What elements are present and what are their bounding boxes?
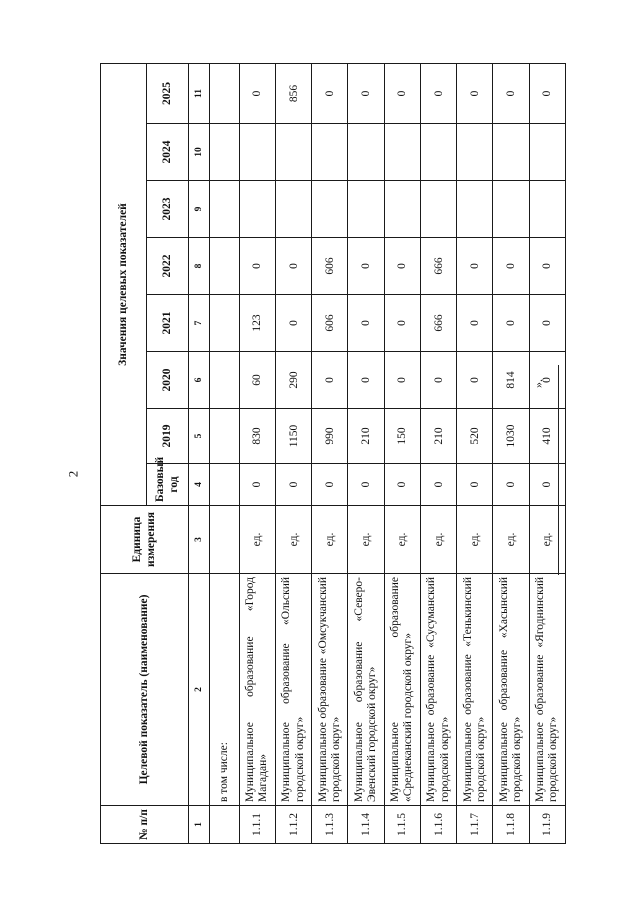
- row-value-2019: 410: [529, 409, 565, 464]
- table-row: [239, 64, 275, 844]
- empty-cell: [210, 181, 240, 238]
- row-value-2024: [529, 124, 565, 181]
- including-row: [210, 64, 240, 844]
- row-value-2024: [275, 124, 311, 181]
- empty-cell: [210, 295, 240, 352]
- row-value-2020: 0: [457, 352, 493, 409]
- column-number-row: [189, 64, 210, 844]
- column-number: 2: [189, 574, 210, 806]
- row-indicator-name: Муниципальное образование «Сусуманский городской округ»: [420, 574, 456, 806]
- column-number: 9: [189, 181, 210, 238]
- empty-cell: [210, 506, 240, 574]
- row-value-2025: 0: [420, 64, 456, 124]
- row-number: 1.1.8: [493, 806, 529, 844]
- row-value-2022: 606: [312, 238, 348, 295]
- row-base-value: 0: [384, 464, 420, 506]
- row-value-2023: [493, 181, 529, 238]
- row-base-value: 0: [493, 464, 529, 506]
- header-year-2025: 2025: [147, 64, 189, 124]
- row-value-2021: 0: [457, 295, 493, 352]
- row-value-2023: [529, 181, 565, 238]
- empty-cell: [210, 352, 240, 409]
- column-number: 6: [189, 352, 210, 409]
- row-value-2020: 0: [384, 352, 420, 409]
- row-number: 1.1.7: [457, 806, 493, 844]
- row-value-2022: 666: [420, 238, 456, 295]
- row-base-value: 0: [348, 464, 384, 506]
- row-number: 1.1.3: [312, 806, 348, 844]
- row-unit: ед.: [348, 506, 384, 574]
- header-year-2024: 2024: [147, 124, 189, 181]
- row-value-2024: [420, 124, 456, 181]
- row-base-value: 0: [312, 464, 348, 506]
- table-row: [493, 64, 529, 844]
- row-value-2025: 0: [529, 64, 565, 124]
- row-value-2023: [457, 181, 493, 238]
- table-row: [384, 64, 420, 844]
- row-unit: ед.: [239, 506, 275, 574]
- row-value-2021: 0: [275, 295, 311, 352]
- row-value-2021: 0: [348, 295, 384, 352]
- row-unit: ед.: [420, 506, 456, 574]
- row-value-2023: [275, 181, 311, 238]
- table-row: [348, 64, 384, 844]
- header-base-year: Базовый год: [147, 464, 189, 506]
- row-value-2023: [420, 181, 456, 238]
- table-row: [420, 64, 456, 844]
- column-number: 8: [189, 238, 210, 295]
- row-value-2022: 0: [348, 238, 384, 295]
- row-value-2023: [312, 181, 348, 238]
- row-value-2024: [239, 124, 275, 181]
- row-indicator-name: Муниципальное образование «Среднеканский городской округ»: [384, 574, 420, 806]
- row-unit: ед.: [312, 506, 348, 574]
- header-unit: Единица измерения: [101, 506, 189, 574]
- row-value-2025: 0: [312, 64, 348, 124]
- row-value-2021: 666: [420, 295, 456, 352]
- including-label: в том числе:: [210, 574, 240, 806]
- row-number: 1.1.6: [420, 806, 456, 844]
- row-value-2021: 0: [384, 295, 420, 352]
- row-indicator-name: Муниципальное образование «Ольский городской округ»: [275, 574, 311, 806]
- row-value-2024: [493, 124, 529, 181]
- row-number: 1.1.2: [275, 806, 311, 844]
- row-value-2020: 290: [275, 352, 311, 409]
- row-value-2025: 856: [275, 64, 311, 124]
- row-unit: ед.: [384, 506, 420, 574]
- row-base-value: 0: [457, 464, 493, 506]
- column-number: 10: [189, 124, 210, 181]
- row-value-2020: 0: [529, 352, 565, 409]
- header-num: № п/п: [101, 806, 189, 844]
- row-value-2022: 0: [529, 238, 565, 295]
- including-num-cell: [210, 806, 240, 844]
- row-value-2022: 0: [493, 238, 529, 295]
- row-value-2020: 0: [348, 352, 384, 409]
- column-number: 1: [189, 806, 210, 844]
- row-value-2019: 990: [312, 409, 348, 464]
- row-value-2023: [384, 181, 420, 238]
- header-values-group: Значения целевых показателей: [101, 64, 147, 506]
- table-row: [275, 64, 311, 844]
- row-value-2025: 0: [384, 64, 420, 124]
- row-value-2024: [312, 124, 348, 181]
- row-value-2019: 210: [348, 409, 384, 464]
- row-number: 1.1.9: [529, 806, 565, 844]
- page-number: 2: [65, 470, 81, 478]
- row-value-2021: 123: [239, 295, 275, 352]
- header-year-2019: 2019: [147, 409, 189, 464]
- header-year-2021: 2021: [147, 295, 189, 352]
- rotated-table-container: [100, 64, 568, 844]
- header-year-2020: 2020: [147, 352, 189, 409]
- row-value-2021: 0: [493, 295, 529, 352]
- row-unit: ед.: [493, 506, 529, 574]
- closing-rule-line: [558, 365, 559, 575]
- column-number: 5: [189, 409, 210, 464]
- column-number: 7: [189, 295, 210, 352]
- row-value-2020: 0: [420, 352, 456, 409]
- row-value-2022: 0: [457, 238, 493, 295]
- row-value-2025: 0: [239, 64, 275, 124]
- row-indicator-name: Муниципальное образование «Ягоднинский городской округ»: [529, 574, 565, 806]
- row-unit: ед.: [457, 506, 493, 574]
- row-value-2019: 150: [384, 409, 420, 464]
- row-value-2022: 0: [239, 238, 275, 295]
- row-indicator-name: Муниципальное образование «Тенькинский городской округ»: [457, 574, 493, 806]
- row-unit: ед.: [275, 506, 311, 574]
- row-value-2021: 0: [529, 295, 565, 352]
- row-base-value: 0: [529, 464, 565, 506]
- row-value-2019: 1150: [275, 409, 311, 464]
- empty-cell: [210, 238, 240, 295]
- table-row: [312, 64, 348, 844]
- row-indicator-name: Муниципальное образование «Город Магадан»: [239, 574, 275, 806]
- header-name: Целевой показатель (наименование): [101, 574, 189, 806]
- row-value-2019: 210: [420, 409, 456, 464]
- column-number: 3: [189, 506, 210, 574]
- row-value-2019: 830: [239, 409, 275, 464]
- table-row: [457, 64, 493, 844]
- row-value-2021: 606: [312, 295, 348, 352]
- row-value-2024: [384, 124, 420, 181]
- row-indicator-name: Муниципальное образование «Хасынский городской округ»: [493, 574, 529, 806]
- row-value-2022: 0: [384, 238, 420, 295]
- row-base-value: 0: [420, 464, 456, 506]
- closing-quote-mark: ».: [531, 379, 545, 388]
- row-base-value: 0: [239, 464, 275, 506]
- row-value-2023: [348, 181, 384, 238]
- target-indicators-table: [100, 63, 566, 844]
- table-row: [529, 64, 565, 844]
- row-value-2024: [457, 124, 493, 181]
- column-number: 4: [189, 464, 210, 506]
- row-value-2025: 0: [493, 64, 529, 124]
- row-number: 1.1.1: [239, 806, 275, 844]
- row-base-value: 0: [275, 464, 311, 506]
- header-year-2023: 2023: [147, 181, 189, 238]
- row-value-2020: 0: [312, 352, 348, 409]
- row-value-2019: 1030: [493, 409, 529, 464]
- row-value-2025: 0: [348, 64, 384, 124]
- row-unit: ед.: [529, 506, 565, 574]
- row-indicator-name: Муниципальное образование «Омсукчанский городской округ»: [312, 574, 348, 806]
- row-value-2025: 0: [457, 64, 493, 124]
- row-value-2022: 0: [275, 238, 311, 295]
- row-value-2023: [239, 181, 275, 238]
- empty-cell: [210, 409, 240, 464]
- row-number: 1.1.5: [384, 806, 420, 844]
- row-value-2024: [348, 124, 384, 181]
- empty-cell: [210, 64, 240, 124]
- empty-cell: [210, 464, 240, 506]
- empty-cell: [210, 124, 240, 181]
- header-year-2022: 2022: [147, 238, 189, 295]
- row-number: 1.1.4: [348, 806, 384, 844]
- column-number: 11: [189, 64, 210, 124]
- row-value-2020: 60: [239, 352, 275, 409]
- row-value-2020: 814: [493, 352, 529, 409]
- row-value-2019: 520: [457, 409, 493, 464]
- row-indicator-name: Муниципальное образование «Северо-Эвенский городской округ»: [348, 574, 384, 806]
